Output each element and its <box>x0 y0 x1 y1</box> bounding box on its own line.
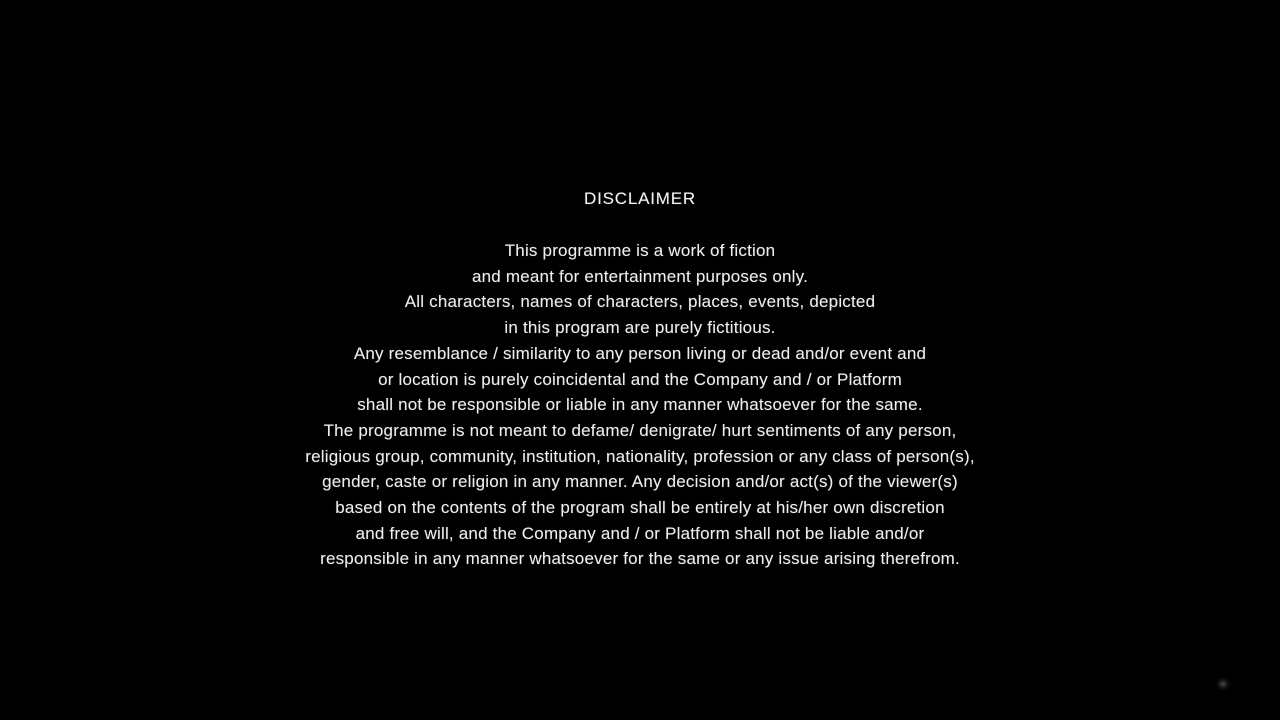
disclaimer-line: All characters, names of characters, places, events, depicted <box>404 292 876 312</box>
disclaimer-line: in this program are purely fictitious. <box>504 318 776 338</box>
disclaimer-line: Any resemblance / similarity to any person living or dead and/or event and <box>353 343 927 363</box>
disclaimer-line: shall not be responsible or liable in any manner whatsoever for the same. <box>357 395 923 415</box>
disclaimer-line: religious group, community, institution, nationality, profession or any class of person(s), <box>305 446 975 466</box>
disclaimer-text-block <box>0 186 1280 572</box>
disclaimer-line: responsible in any manner whatsoever for the same or any issue arising therefrom. <box>320 549 960 569</box>
disclaimer-line: based on the contents of the program shall be entirely at his/her own discretion <box>335 498 945 518</box>
disclaimer-line: and free will, and the Company and / or Platform shall not be liable and/or <box>355 523 925 543</box>
disclaimer-title: DISCLAIMER <box>584 189 696 208</box>
disclaimer-line: gender, caste or religion in any manner. Any decision and/or act(s) of the viewer(s) <box>322 472 958 492</box>
disclaimer-line: and meant for entertainment purposes only. <box>472 266 808 286</box>
disclaimer-line: This programme is a work of fiction <box>504 241 776 260</box>
disclaimer-line: or location is purely coincidental and the Company and / or Platform <box>378 369 902 389</box>
disclaimer-line: The programme is not meant to defame/ denigrate/ hurt sentiments of any person, <box>323 420 957 440</box>
faint-watermark-smudge <box>1216 678 1230 690</box>
